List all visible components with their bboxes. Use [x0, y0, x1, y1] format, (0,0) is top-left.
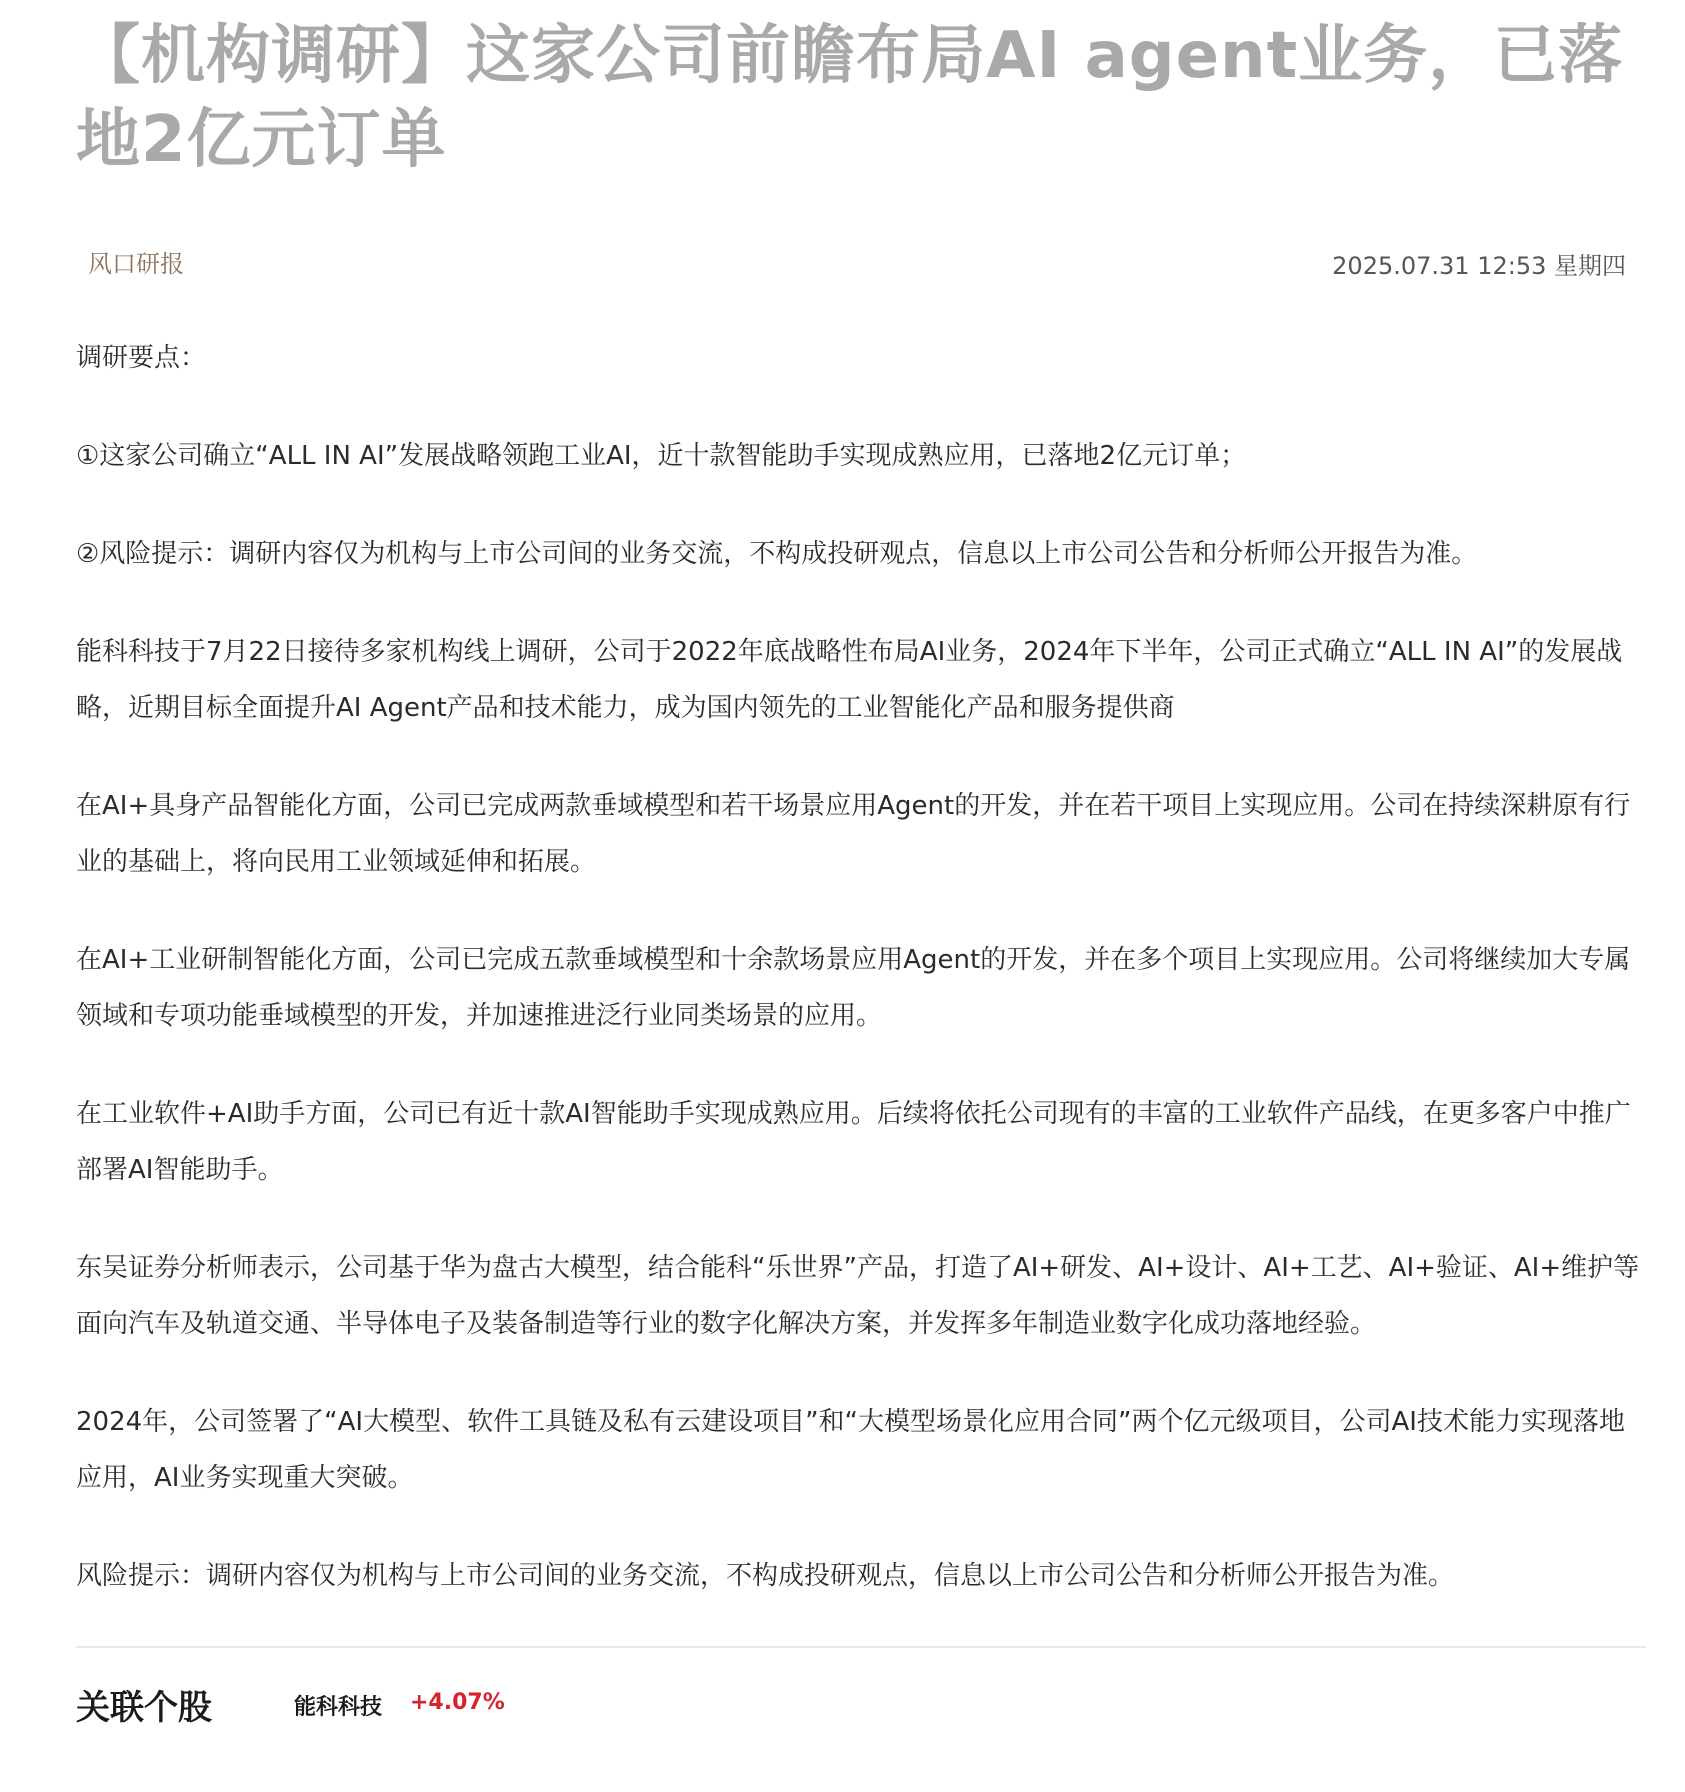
related-stock-change: +4.07% — [410, 1690, 505, 1715]
risk-disclaimer: 风险提示：调研内容仅为机构与上市公司间的业务交流，不构成投研观点，信息以上市公司公告和分析师公开报告为准。 — [76, 1561, 1455, 1591]
article-source-link[interactable]: 风口研报 — [88, 250, 184, 278]
body-paragraph: 在AI+具身产品智能化方面，公司已完成两款垂域模型和若干场景应用Agent的开发，并在若干项目上实现应用。公司在持续深耕原有行业的基础上，将向民用工业领域延伸和拓展。 — [76, 791, 1631, 877]
related-stock-name-link[interactable]: 能科科技 — [294, 1695, 383, 1720]
body-paragraph: 东吴证券分析师表示，公司基于华为盘古大模型，结合能科“乐世界”产品，打造了AI+研发、AI+设计、AI+工艺、AI+验证、AI+维护等面向汽车及轨道交通、半导体电子及装备制造等行业的数字化解决方案，并发挥多年制造业数字化成功落地经验。 — [76, 1253, 1640, 1339]
article-meta — [76, 228, 1646, 288]
body-paragraph: 能科科技于7月22日接待多家机构线上调研，公司于2022年底战略性布局AI业务，2024年下半年，公司正式确立“ALL IN AI”的发展战略，近期目标全面提升AI Agent产品和技术能力，成为国内领先的工业智能化产品和服务提供商 — [76, 637, 1623, 723]
related-stocks-title: 关联个股 — [76, 1688, 212, 1728]
article-body — [76, 330, 1646, 1604]
related-stocks-section — [76, 1648, 1646, 1738]
key-point-1: ①这家公司确立“ALL IN AI”发展战略领跑工业AI，近十款智能助手实现成熟应用，已落地2亿元订单； — [76, 441, 1247, 471]
body-paragraph: 在AI+工业研制智能化方面，公司已完成五款垂域模型和十余款场景应用Agent的开发，并在多个项目上实现应用。公司将继续加大专属领域和专项功能垂域模型的开发，并加速推进泛行业同类场景的应用。 — [76, 945, 1631, 1031]
article-datetime: 2025.07.31 12:53 星期四 — [1332, 252, 1626, 280]
body-paragraph: 2024年，公司签署了“AI大模型、软件工具链及私有云建设项目”和“大模型场景化应用合同”两个亿元级项目，公司AI技术能力实现落地应用，AI业务实现重大突破。 — [76, 1407, 1625, 1493]
key-points-heading: 调研要点： — [76, 343, 207, 373]
article-title: 【机构调研】这家公司前瞻布局AI agent业务，已落地2亿元订单 — [76, 19, 1624, 177]
key-point-2: ②风险提示：调研内容仅为机构与上市公司间的业务交流，不构成投研观点，信息以上市公司公告和分析师公开报告为准。 — [76, 539, 1478, 569]
article-page — [76, 0, 1646, 1738]
body-paragraph: 在工业软件+AI助手方面，公司已有近十款AI智能助手实现成熟应用。后续将依托公司现有的丰富的工业软件产品线，在更多客户中推广部署AI智能助手。 — [76, 1099, 1631, 1185]
